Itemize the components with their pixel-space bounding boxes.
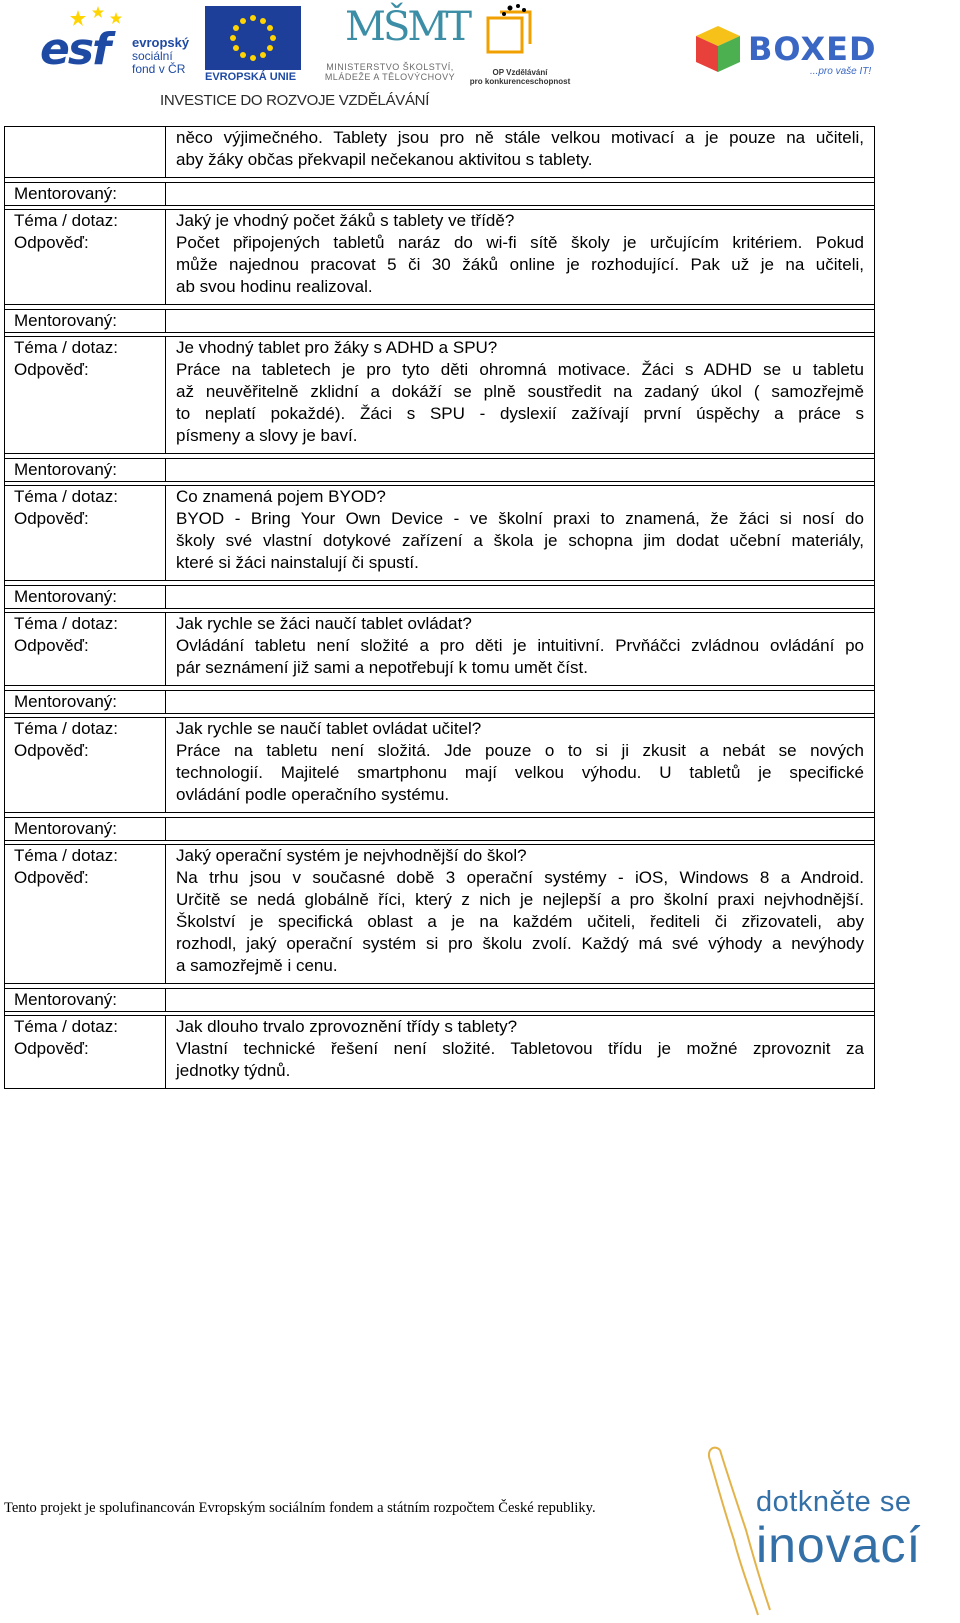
topic-question: Jak rychle se naučí tablet ovládat učitel? <box>176 719 482 738</box>
answer-row <box>5 359 874 453</box>
qa-entry <box>5 812 874 983</box>
answer-line: jednotky týdnů. <box>176 1061 291 1080</box>
qa-entry <box>5 685 874 812</box>
mentor-value <box>166 310 874 332</box>
answer-line: Práce na tabletu není složitá. Jde pouze o to si ji zkusit a nebát se nových <box>176 741 864 760</box>
mentor-value <box>166 459 874 481</box>
dotknete-line1: dotkněte se <box>756 1486 912 1518</box>
answer-line: školy své vlastní dotykové zařízení a škola je schopna jim dodat učební materiály, <box>176 531 864 550</box>
op-line2: pro konkurenceschopnost <box>469 77 571 86</box>
topic-row <box>5 486 874 508</box>
answer-line: BYOD - Bring Your Own Device - ve školní praxi to znamená, že žáci si nosí do <box>176 509 864 528</box>
boxed-cube-icon <box>690 22 746 78</box>
topic-label: Téma / dotaz: <box>5 486 166 508</box>
answer-text <box>166 1038 874 1088</box>
esf-logo <box>40 6 198 86</box>
answer-line: až neuvěřitelně zklidní a dokáží se plně soustředit na zadaný úkol ( samozřejmě <box>176 382 864 401</box>
mentor-value <box>166 989 874 1011</box>
answer-line: a samozřejmě i cenu. <box>176 956 338 975</box>
header-logos <box>0 0 960 118</box>
answer-label: Odpověď: <box>14 636 89 655</box>
dotknete-se-logo <box>700 1440 940 1620</box>
esf-text <box>132 36 189 76</box>
entries <box>5 177 874 1089</box>
answer-label: Odpověď: <box>14 509 89 528</box>
answer-line: písmeny a slovy je baví. <box>176 426 358 445</box>
answer-line: Práce na tabletech je pro tyto děti ohromná motivace. Žáci s ADHD se u tabletu <box>176 360 864 379</box>
footer-note: Tento projekt je spolufinancován Evropským sociálním fondem a státním rozpočtem České republiky. <box>4 1500 596 1516</box>
answer-padding <box>176 1082 864 1088</box>
topic-question: Jaký operační systém je nejvhodnější do škol? <box>176 846 527 865</box>
answer-label: Odpověď: <box>14 868 89 887</box>
answer-label: Odpověď: <box>14 741 89 760</box>
answer-line: ab svou hodinu realizoval. <box>176 277 373 296</box>
topic-label: Téma / dotaz: <box>5 1016 166 1038</box>
topic-label: Téma / dotaz: <box>5 210 166 232</box>
intro-line: aby žáky občas překvapil nečekanou aktivitou s tablety. <box>176 150 593 169</box>
topic-row <box>5 210 874 232</box>
topic-question: Co znamená pojem BYOD? <box>176 487 386 506</box>
topic-row <box>5 718 874 740</box>
qa-entry <box>5 983 874 1089</box>
mentor-label: Mentorovaný: <box>5 586 166 608</box>
mentor-row <box>5 989 874 1011</box>
mentor-row <box>5 691 874 713</box>
answer-line: technologií. Majitelé smartphonu mají velkou výhodu. U tabletů je specifické <box>176 763 864 782</box>
qa-entry <box>5 177 874 304</box>
intro-row <box>5 127 874 177</box>
answer-line: Ovládání tabletu není složité a pro děti je intuitivní. Prvňáčci zvládnou ovládání po <box>176 636 864 655</box>
topic-label: Téma / dotaz: <box>5 845 166 867</box>
eu-flag-icon <box>205 6 301 70</box>
topic-question: Je vhodný tablet pro žáky s ADHD a SPU? <box>176 338 498 357</box>
mentor-value <box>166 183 874 205</box>
boxed-wordmark: BOXED <box>748 30 877 68</box>
topic-question: Jak rychle se žáci naučí tablet ovládat? <box>176 614 472 633</box>
mentor-label: Mentorovaný: <box>5 183 166 205</box>
answer-line: rozhodl, jaký operační systém si pro školu zvolí. Každý má své výhody a nevýhody <box>176 934 864 953</box>
answer-row <box>5 740 874 812</box>
answer-label: Odpověď: <box>14 233 89 252</box>
answer-text <box>166 232 874 304</box>
answer-line: může najednou pracovat 5 či 30 žáků online je rozhodující. Pak už je na učiteli, <box>176 255 864 274</box>
mentor-row <box>5 183 874 205</box>
mentor-row <box>5 818 874 840</box>
esf-line1: evropský <box>132 35 190 50</box>
answer-text <box>166 740 874 812</box>
op-arrow-icon <box>470 4 570 66</box>
eu-caption: EVROPSKÁ UNIE <box>205 71 297 83</box>
answer-text <box>166 867 874 983</box>
topic-label: Téma / dotaz: <box>5 337 166 359</box>
answer-text <box>166 359 874 453</box>
mentor-value <box>166 818 874 840</box>
answer-padding <box>176 298 864 304</box>
qa-entry <box>5 304 874 453</box>
op-line1: OP Vzdělávání <box>492 68 548 77</box>
answer-line: které si žáci nainstalují či spustí. <box>176 553 419 572</box>
answer-padding <box>176 679 864 685</box>
topic-row <box>5 845 874 867</box>
msmt-line2: MLÁDEŽE A TĚLOVÝCHOVY <box>324 72 456 82</box>
msmt-caption <box>305 62 475 82</box>
op-logo <box>470 4 570 88</box>
answer-label-cell <box>5 232 166 304</box>
answer-line: ovládání podle operačního systému. <box>176 785 450 804</box>
topic-row <box>5 613 874 635</box>
answer-label-cell <box>5 359 166 453</box>
answer-label: Odpověď: <box>14 1039 89 1058</box>
answer-line: Vlastní technické řešení není složité. Tabletovou třídu je možné zprovoznit za <box>176 1039 864 1058</box>
op-caption <box>465 68 575 86</box>
mentor-value <box>166 586 874 608</box>
answer-label-cell <box>5 867 166 983</box>
mentor-row <box>5 459 874 481</box>
qa-entry <box>5 580 874 685</box>
answer-label-cell <box>5 1038 166 1088</box>
answer-line: Určitě se nedá globálně říci, který z nich je nejlepší a pro školní praxi nejvhodnější. <box>176 890 864 909</box>
answer-row <box>5 232 874 304</box>
topic-row <box>5 1016 874 1038</box>
answer-label-cell <box>5 635 166 685</box>
boxed-logo <box>690 22 890 82</box>
answer-label-cell <box>5 740 166 812</box>
mentor-label: Mentorovaný: <box>5 310 166 332</box>
msmt-line1: MINISTERSTVO ŠKOLSTVÍ, <box>326 62 454 72</box>
msmt-logo <box>305 4 470 88</box>
mentor-label: Mentorovaný: <box>5 459 166 481</box>
answer-row <box>5 867 874 983</box>
mentor-row <box>5 586 874 608</box>
eu-logo <box>205 6 301 86</box>
topic-label: Téma / dotaz: <box>5 718 166 740</box>
esf-line3: fond v ČR <box>132 62 186 76</box>
answer-padding <box>176 447 864 453</box>
topic-label: Téma / dotaz: <box>5 613 166 635</box>
qa-table <box>4 126 875 1089</box>
esf-line2: sociální <box>132 49 173 63</box>
boxed-tagline: ...pro vaše IT! <box>810 66 872 77</box>
answer-line: Školství je specifická oblast a je na každém učiteli, řediteli či zřizovateli, aby <box>176 912 864 931</box>
topic-question: Jaký je vhodný počet žáků s tablety ve třídě? <box>176 211 515 230</box>
esf-mark: esf <box>40 24 110 75</box>
mentor-label: Mentorovaný: <box>5 989 166 1011</box>
answer-row <box>5 635 874 685</box>
table-end <box>5 1088 874 1089</box>
answer-text <box>166 635 874 685</box>
answer-padding <box>176 806 864 812</box>
investice-tagline: INVESTICE DO ROZVOJE VZDĚLÁVÁNÍ <box>160 92 430 109</box>
dotknete-line2: inovací <box>756 1517 922 1573</box>
qa-entry <box>5 453 874 580</box>
msmt-mark: MŠMT <box>345 4 469 50</box>
answer-line: Počet připojených tabletů naráz do wi-fi sítě školy je určujícím kritériem. Pokud <box>176 233 864 252</box>
eu-stars-icon <box>205 6 301 70</box>
answer-line: to neplatí pokaždé). Žáci s SPU - dyslexií zažívají první úspěchy a práce s <box>176 404 864 423</box>
mentor-label: Mentorovaný: <box>5 818 166 840</box>
mentor-row <box>5 310 874 332</box>
mentor-label: Mentorovaný: <box>5 691 166 713</box>
answer-row <box>5 1038 874 1088</box>
answer-line: pár seznámení již sami a nepotřebují k tomu umět číst. <box>176 658 588 677</box>
answer-row <box>5 508 874 580</box>
answer-label-cell <box>5 508 166 580</box>
intro-text-cell <box>166 127 874 177</box>
answer-text <box>166 508 874 580</box>
answer-line: Na trhu jsou v současné době 3 operační systémy - iOS, Windows 8 a Android. <box>176 868 864 887</box>
answer-padding <box>176 977 864 983</box>
answer-label: Odpověď: <box>14 360 89 379</box>
topic-row <box>5 337 874 359</box>
answer-padding <box>176 574 864 580</box>
intro-line: něco výjimečného. Tablety jsou pro ně stále velkou motivací a je pouze na učiteli, <box>176 128 864 147</box>
intro-label-cell <box>5 127 166 177</box>
topic-question: Jak dlouho trvalo zprovoznění třídy s tablety? <box>176 1017 518 1036</box>
mentor-value <box>166 691 874 713</box>
